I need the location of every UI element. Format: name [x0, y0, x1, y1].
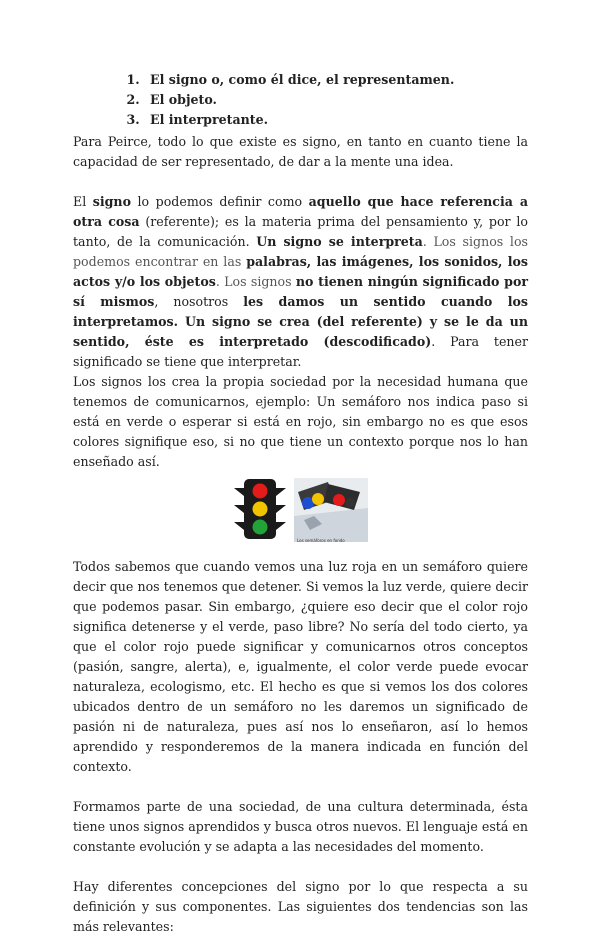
bold-text: aquello que hace referencia a otra cosa	[73, 194, 528, 229]
text: (referente); es la materia prima del pensamiento y, por lo tanto, de la comunicación.	[73, 214, 528, 249]
text: . Los signos	[215, 274, 296, 289]
paragraph-sign-definition	[73, 192, 528, 372]
text: , nosotros	[154, 294, 244, 309]
traffic-light-images	[73, 478, 528, 552]
paragraph-culture: Formamos parte de una sociedad, de una cultura determinada, ésta tiene unos signos aprendidos y busca otros nuevos. El lenguaje está en constante evolución y se adapta a las necesidades del momento.	[73, 799, 528, 854]
traffic-lights-photo	[294, 478, 368, 542]
text: lo podemos definir como	[131, 194, 309, 209]
list-item: 3. El interpretante.	[144, 110, 528, 130]
document-content	[73, 70, 528, 937]
bold-text: no tienen ningún significado por sí mismos	[73, 274, 528, 309]
sign-components-list	[73, 70, 528, 130]
paragraph-conceptions: Hay diferentes concepciones del signo por lo que respecta a su definición y sus componentes. Las siguientes dos tendencias son las más relevantes:	[73, 879, 528, 934]
bold-text: palabras, las imágenes, los sonidos, los actos y/o los objetos	[73, 254, 528, 289]
text: El	[73, 194, 93, 209]
traffic-light-icon	[234, 478, 286, 540]
bold-text: signo	[92, 194, 131, 209]
paragraph-society-signs: Los signos los crea la propia sociedad por la necesidad humana que tenemos de comunicarnos, ejemplo: Un semáforo nos indica paso si está en verde o esperar si está en rojo, sin embargo no es que esos colores signifique eso, si no que tiene un contexto porque nos lo han enseñado así.	[73, 374, 528, 469]
bold-text: les damos un sentido cuando los interpretamos. Un signo se crea (del referente) y se le da un sentido, éste es interpretado (descodificado)	[73, 294, 528, 349]
bold-text: Un signo se interpreta	[256, 234, 423, 249]
image-caption: Los semáforos en fondo	[297, 538, 345, 543]
list-item: 1. El signo o, como él dice, el representamen.	[144, 70, 528, 90]
text: . Los signos los podemos encontrar en las	[73, 234, 528, 269]
text: . Para tener significado se tiene que interpretar.	[73, 334, 528, 369]
paragraph-peirce: Para Peirce, todo lo que existe es signo, en tanto en cuanto tiene la capacidad de ser representado, de dar a la mente una idea.	[73, 134, 528, 169]
paragraph-traffic-light: Todos sabemos que cuando vemos una luz roja en un semáforo quiere decir que nos tenemos que detener. Si vemos la luz verde, quiere decir que podemos pasar. Sin embargo, ¿quiere eso decir que el color rojo significa detenerse y el verde, paso libre? No sería del todo cierto, ya que el color rojo puede significar y comunicarnos otros conceptos (pasión, sangre, alerta), e, igualmente, el color verde puede evocar naturaleza, ecologismo, etc. El hecho es que si vemos los dos colores ubicados dentro de un semáforo no les daremos un significado de pasión ni de naturaleza, pues así nos lo enseñaron, así lo hemos aprendido y responderemos de la manera indicada en función del contexto.	[73, 559, 528, 774]
list-item: 2. El objeto.	[144, 90, 528, 110]
